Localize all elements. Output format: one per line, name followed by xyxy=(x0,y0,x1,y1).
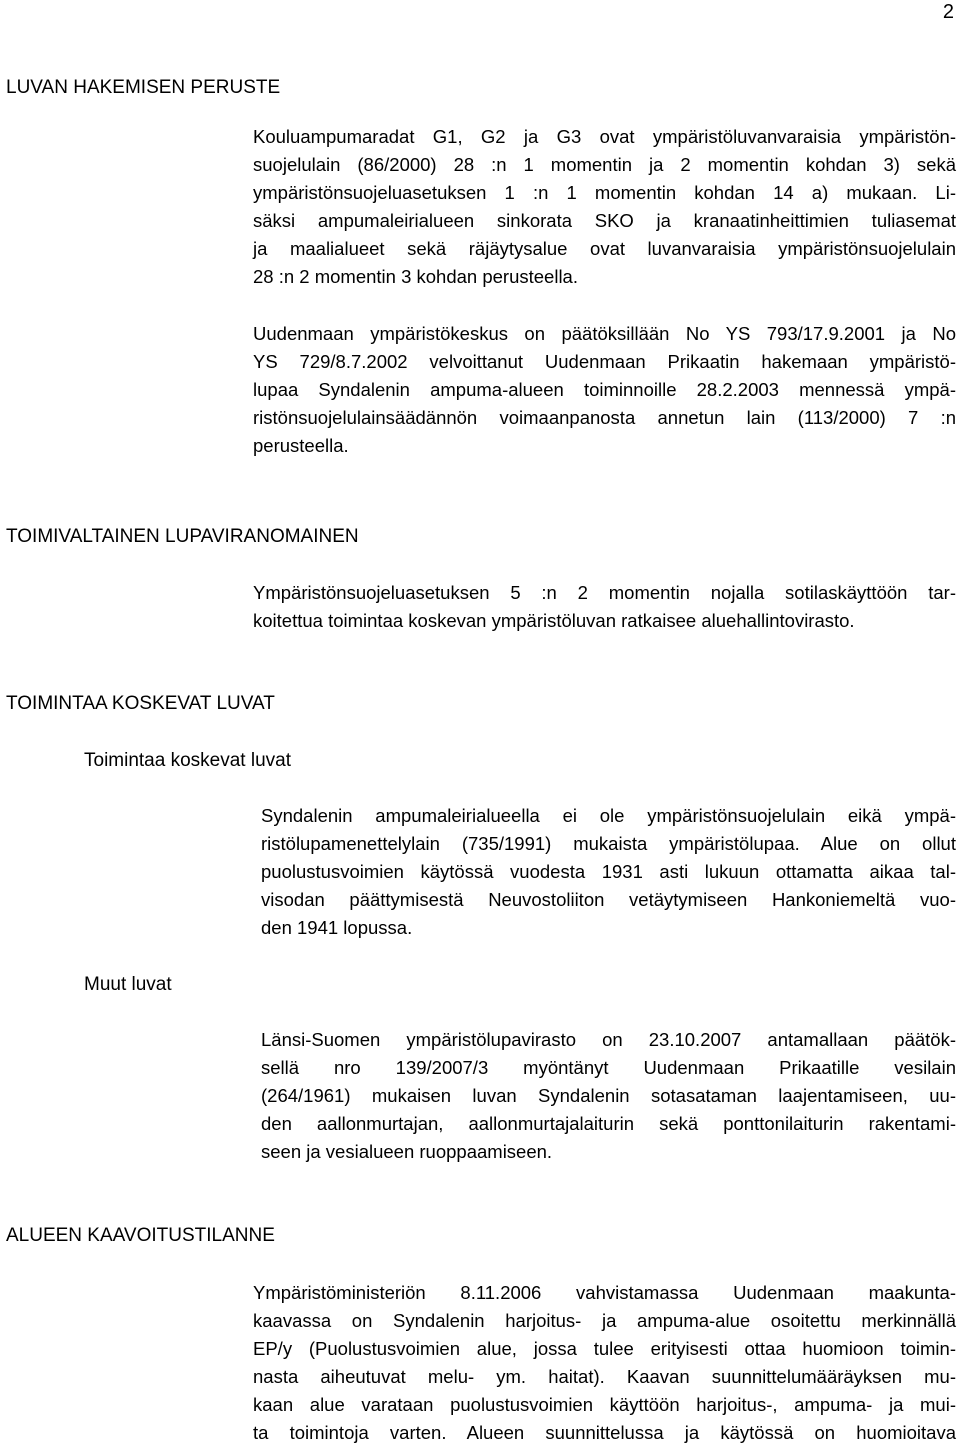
section-heading-toimintaa-koskevat-luvat: TOIMINTAA KOSKEVAT LUVAT xyxy=(6,693,275,714)
paragraph-line: nasta aiheutuvat melu- ym. haitat). Kaavan suunnittelumääräyksen mu- xyxy=(253,1366,956,1387)
paragraph-competent-authority xyxy=(253,579,956,635)
paragraph-water-permit xyxy=(261,1026,956,1166)
subheading-muut-luvat: Muut luvat xyxy=(84,974,172,995)
paragraph-line: ristölupamenettelylain (735/1991) mukaista ympäristölupaa. Alue on ollut xyxy=(261,833,956,854)
page-number: 2 xyxy=(942,1,954,23)
paragraph-permit-basis xyxy=(253,123,956,291)
paragraph-line: YS 729/8.7.2002 velvoittanut Uudenmaan Prikaatin hakemaan ympäristö- xyxy=(253,351,956,372)
section-heading-luvan-hakemisen-peruste: LUVAN HAKEMISEN PERUSTE xyxy=(6,77,281,98)
paragraph-line: säksi ampumaleirialueen sinkorata SKO ja kranaatinheittimien tuliasemat xyxy=(253,210,956,231)
paragraph-line: perusteella. xyxy=(253,435,349,456)
paragraph-line: Uudenmaan ympäristökeskus on päätöksillään No YS 793/17.9.2001 ja No xyxy=(253,323,956,344)
paragraph-line: ristönsuojelulainsäädännön voimaanpanosta annetun lain (113/2000) 7 :n xyxy=(253,407,956,428)
paragraph-line: EP/y (Puolustusvoimien alue, jossa tulee erityisesti ottaa huomioon toimin- xyxy=(253,1338,956,1359)
paragraph-line: ta toimintoja varten. Alueen suunnittelussa ja käytössä on huomioitava xyxy=(253,1422,956,1443)
paragraph-line: den 1941 lopussa. xyxy=(261,917,413,938)
paragraph-line: puolustusvoimien käytössä vuodesta 1931 asti lukuun ottamatta aikaa tal- xyxy=(261,861,956,882)
paragraph-line: kaan alue varataan puolustusvoimien käyttöön harjoitus-, ampuma- ja mui- xyxy=(253,1394,956,1415)
paragraph-line: kaavassa on Syndalenin harjoitus- ja ampuma-alue osoitettu merkinnällä xyxy=(253,1310,956,1331)
paragraph-line: ympäristönsuojeluasetuksen 1 :n 1 momentin kohdan 14 a) mukaan. Li- xyxy=(253,182,956,203)
paragraph-line: (264/1961) mukaisen luvan Syndalenin sotasataman laajentamiseen, uu- xyxy=(261,1085,956,1106)
paragraph-line: visodan päättymisestä Neuvostoliiton vetäytymiseen Hankoniemeltä vuo- xyxy=(261,889,956,910)
section-heading-toimivaltainen-lupaviranomainen: TOIMIVALTAINEN LUPAVIRANOMAINEN xyxy=(6,526,359,547)
paragraph-line: koitettua toimintaa koskevan ympäristöluvan ratkaisee aluehallintovirasto. xyxy=(253,610,855,631)
paragraph-line: ja maalialueet sekä räjäytysalue ovat luvanvaraisia ympäristönsuojelulain xyxy=(253,238,956,259)
paragraph-line: sellä nro 139/2007/3 myöntänyt Uudenmaan Prikaatille vesilain xyxy=(261,1057,956,1078)
paragraph-line: lupaa Syndalenin ampuma-alueen toiminnoille 28.2.2003 mennessä ympä- xyxy=(253,379,956,400)
paragraph-zoning-situation xyxy=(253,1279,956,1447)
section-heading-alueen-kaavoitustilanne: ALUEEN KAAVOITUSTILANNE xyxy=(6,1225,275,1246)
paragraph-line: Länsi-Suomen ympäristölupavirasto on 23.10.2007 antamallaan päätök- xyxy=(261,1029,956,1050)
paragraph-line: seen ja vesialueen ruoppaamiseen. xyxy=(261,1141,553,1162)
paragraph-line: 28 :n 2 momentin 3 kohdan perusteella. xyxy=(253,266,578,287)
paragraph-line: Ympäristönsuojeluasetuksen 5 :n 2 momentin nojalla sotilaskäyttöön tar- xyxy=(253,582,956,603)
paragraph-existing-permits xyxy=(261,802,956,942)
paragraph-line: den aallonmurtajan, aallonmurtajalaiturin sekä ponttonilaiturin rakentami- xyxy=(261,1113,956,1134)
paragraph-line: Ympäristöministeriön 8.11.2006 vahvistamassa Uudenmaan maakunta- xyxy=(253,1282,956,1303)
paragraph-line: Kouluampumaradat G1, G2 ja G3 ovat ympäristöluvanvaraisia ympäristön- xyxy=(253,126,956,147)
subheading-toimintaa-koskevat-luvat: Toimintaa koskevat luvat xyxy=(84,750,291,771)
paragraph-line: Syndalenin ampumaleirialueella ei ole ympäristönsuojelulain eikä ympä- xyxy=(261,805,956,826)
paragraph-environment-centre-decisions xyxy=(253,320,956,460)
paragraph-line: suojelulain (86/2000) 28 :n 1 momentin ja 2 momentin kohdan 3) sekä xyxy=(253,154,956,175)
